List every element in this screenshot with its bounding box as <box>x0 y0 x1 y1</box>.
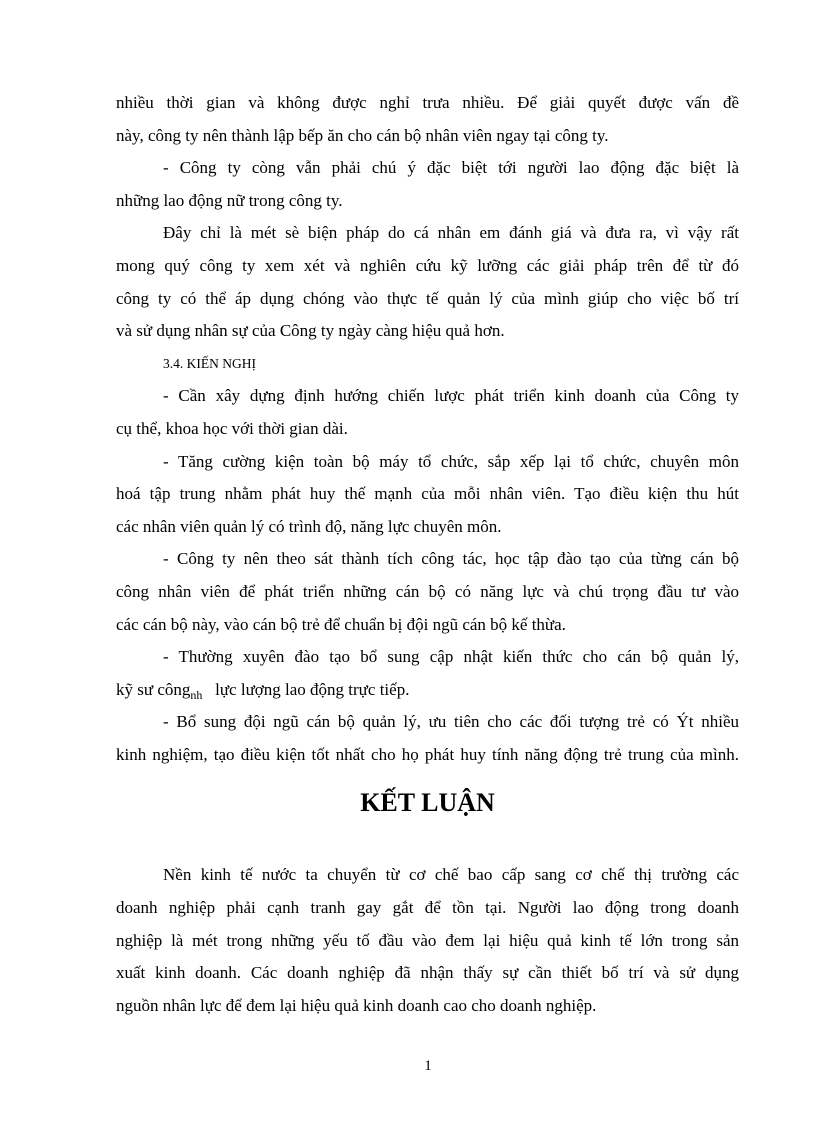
text-fragment: lực lượng lao động trực tiếp. <box>215 679 410 699</box>
text-line: nguồn nhân lực để đem lại hiệu quả kinh doanh cao cho doanh nghiệp. <box>116 995 597 1015</box>
text-line: và sử dụng nhân sự của Công ty ngày càng hiệu quả hơn. <box>116 321 505 341</box>
text-line: - Cần xây dựng định hướng chiến lược phát triển kinh doanh của Công ty <box>163 386 739 406</box>
conclusion-title: KẾT LUẬN <box>360 788 495 818</box>
text-line: nhiều thời gian và không được nghỉ trưa nhiều. Để giải quyết được vấn đề <box>116 93 739 112</box>
text-line: mong quý công ty xem xét và nghiên cứu kỹ lưỡng các giải pháp trên để từ đó <box>116 255 739 275</box>
text-line: cụ thể, khoa học với thời gian dài. <box>116 418 348 438</box>
text-line: các nhân viên quản lý có trình độ, năng lực chuyên môn. <box>116 516 502 536</box>
text-line: những lao động nữ trong công ty. <box>116 190 343 210</box>
text-line: này, công ty nên thành lập bếp ăn cho cán bộ nhân viên ngay tại công ty. <box>116 125 609 145</box>
text-line: doanh nghiệp phải cạnh tranh gay gắt để tồn tại. Người lao động trong doanh <box>116 898 739 918</box>
text-line: xuất kinh doanh. Các doanh nghiệp đã nhận thấy sự cần thiết bố trí và sử dụng <box>116 963 739 983</box>
text-fragment: kỹ sư công <box>116 679 191 699</box>
text-line: - Bổ sung đội ngũ cán bộ quản lý, ưu tiên cho các đối tượng trẻ có Ýt nhiều <box>163 712 739 732</box>
text-line: hoá tập trung nhằm phát huy thế mạnh của mỗi nhân viên. Tạo điều kiện thu hút <box>116 484 739 504</box>
text-line: - Công ty còng vẫn phải chú ý đặc biệt tới người lao động đặc biệt là <box>163 158 739 178</box>
section-heading: 3.4. KIẾN NGHỊ <box>163 355 256 371</box>
page-number: 1 <box>424 1058 432 1074</box>
text-line: các cán bộ này, vào cán bộ trẻ để chuẩn bị đội ngũ cán bộ kế thừa. <box>116 614 566 634</box>
text-line: - Công ty nên theo sát thành tích công tác, học tập đào tạo của từng cán bộ <box>163 549 739 569</box>
text-line-with-subscript <box>116 674 739 707</box>
text-line: kinh nghiệm, tạo điều kiện tốt nhất cho họ phát huy tính năng động trẻ trung của mình. <box>116 744 739 764</box>
text-line: công nhân viên để phát triển những cán bộ có năng lực và chú trọng đầu tư vào <box>116 581 739 601</box>
text-line: - Thường xuyên đào tạo bổ sung cập nhật kiến thức cho cán bộ quản lý, <box>163 647 739 667</box>
text-line: nghiệp là mét trong những yếu tố đầu vào đem lại hiệu quả kinh tế lớn trong sản <box>116 930 739 950</box>
text-line: công ty có thể áp dụng chóng vào thực tế quản lý của mình giúp cho việc bố trí <box>116 288 739 308</box>
text-line: Đây chỉ là mét sè biện pháp do cá nhân em đánh giá và đưa ra, vì vậy rất <box>163 223 739 243</box>
text-line: - Tăng cường kiện toàn bộ máy tổ chức, sắp xếp lại tổ chức, chuyên môn <box>163 451 739 471</box>
document-body <box>116 87 739 1022</box>
subscript-fragment: nh <box>190 687 203 702</box>
text-line: Nền kinh tế nước ta chuyển từ cơ chế bao cấp sang cơ chế thị trường các <box>163 865 739 885</box>
